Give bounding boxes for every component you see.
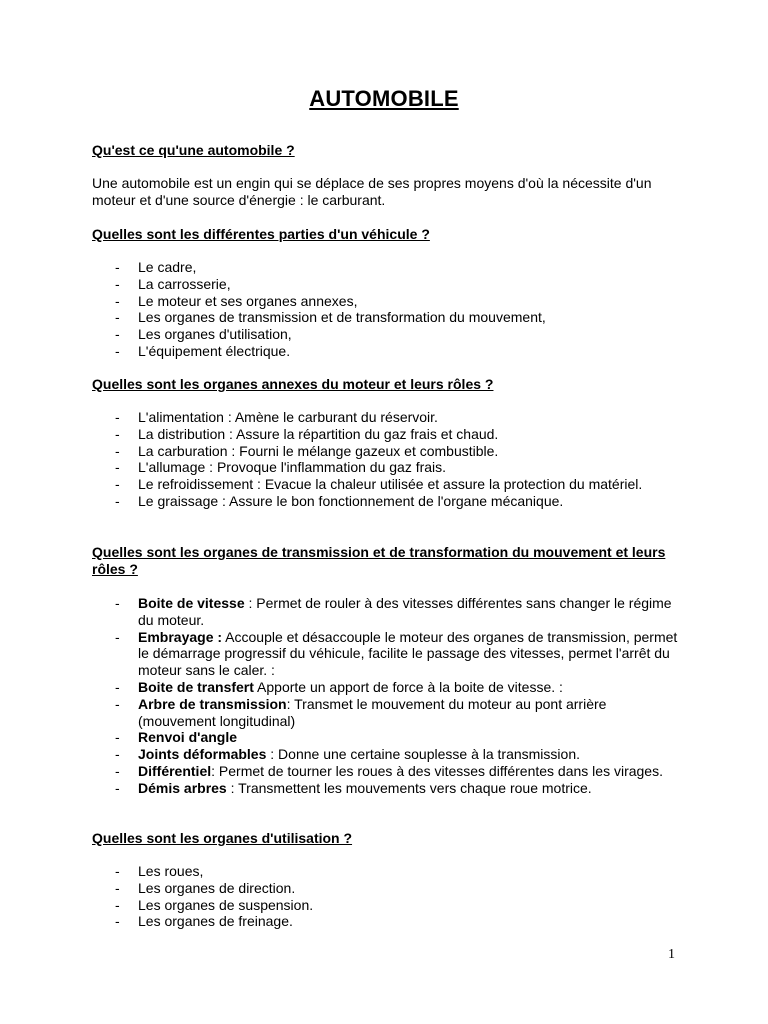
list-item: - Joints déformables : Donne une certaine souplesse à la transmission. bbox=[115, 746, 580, 763]
list-item: - L'équipement électrique. bbox=[115, 342, 291, 359]
section-heading-utilisation: Quelles sont les organes d'utilisation ? bbox=[92, 830, 353, 846]
list-item: - Les organes de freinage. bbox=[115, 913, 293, 930]
list-item: - Le moteur et ses organes annexes, bbox=[115, 292, 358, 309]
list-item: - Le refroidissement : Evacue la chaleur utilisée et assure la protection du matériel. bbox=[115, 476, 643, 493]
list-item: - Les organes d'utilisation, bbox=[115, 326, 292, 343]
list-item: - Les roues, bbox=[115, 863, 204, 879]
list-item: - Démis arbres : Transmettent les mouvements vers chaque roue motrice. bbox=[115, 779, 592, 796]
list-item: - L'allumage : Provoque l'inflammation du gaz frais. bbox=[115, 459, 447, 476]
list-item: - Boite de transfert Apporte un apport de force à la boite de vitesse. : bbox=[115, 678, 563, 695]
vehicle-parts-list bbox=[0, 259, 768, 360]
utilisation-list bbox=[0, 863, 768, 930]
engine-annexes-list bbox=[0, 409, 768, 510]
list-item: - L'alimentation : Amène le carburant du réservoir. bbox=[115, 409, 438, 425]
definition-paragraph: Une automobile est un engin qui se déplace de ses propres moyens d'où la nécessite d'un moteur et d'une source d'énergie : le carburant. bbox=[92, 175, 652, 208]
list-item: - Les organes de suspension. bbox=[115, 896, 314, 913]
list-item: - La distribution : Assure la répartition du gaz frais et chaud. bbox=[115, 425, 499, 442]
list-item: - Renvoi d'angle bbox=[115, 729, 238, 746]
list-item: - Le graissage : Assure le bon fonctionnement de l'organe mécanique. bbox=[115, 492, 564, 509]
page-number: 1 bbox=[668, 947, 675, 962]
list-item: - Différentiel: Permet de tourner les roues à des vitesses différentes dans les virages. bbox=[115, 762, 663, 779]
transmission-list bbox=[0, 595, 768, 797]
section-heading-vehicle-parts: Quelles sont les différentes parties d'un véhicule ? bbox=[92, 226, 430, 242]
list-item: - Arbre de transmission: Transmet le mouvement du moteur au pont arrière (mouvement longitudinal) bbox=[115, 695, 607, 729]
list-item: - Le cadre, bbox=[115, 259, 197, 275]
list-item: - La carburation : Fourni le mélange gazeux et combustible. bbox=[115, 442, 499, 459]
document-title: AUTOMOBILE bbox=[309, 86, 459, 111]
section-heading-definition: Qu'est ce qu'une automobile ? bbox=[92, 142, 295, 158]
list-item: - Boite de vitesse : Permet de rouler à des vitesses différentes sans changer le régime du moteur. bbox=[115, 595, 672, 628]
section-heading-engine-annexes: Quelles sont les organes annexes du moteur et leurs rôles ? bbox=[92, 376, 494, 392]
list-item: - Les organes de transmission et de transformation du mouvement, bbox=[115, 309, 546, 326]
list-item: - La carrosserie, bbox=[115, 275, 231, 292]
list-item: - Les organes de direction. bbox=[115, 879, 296, 896]
section-heading-transmission: Quelles sont les organes de transmission et de transformation du mouvement et leurs rôles ? bbox=[92, 544, 666, 577]
list-item: - Embrayage : Accouple et désaccouple le moteur des organes de transmission, permet le démarrage progressif du véhicule, facilite le passage des vitesses, permet l'arrêt du moteur sans le caler. : bbox=[115, 628, 678, 679]
